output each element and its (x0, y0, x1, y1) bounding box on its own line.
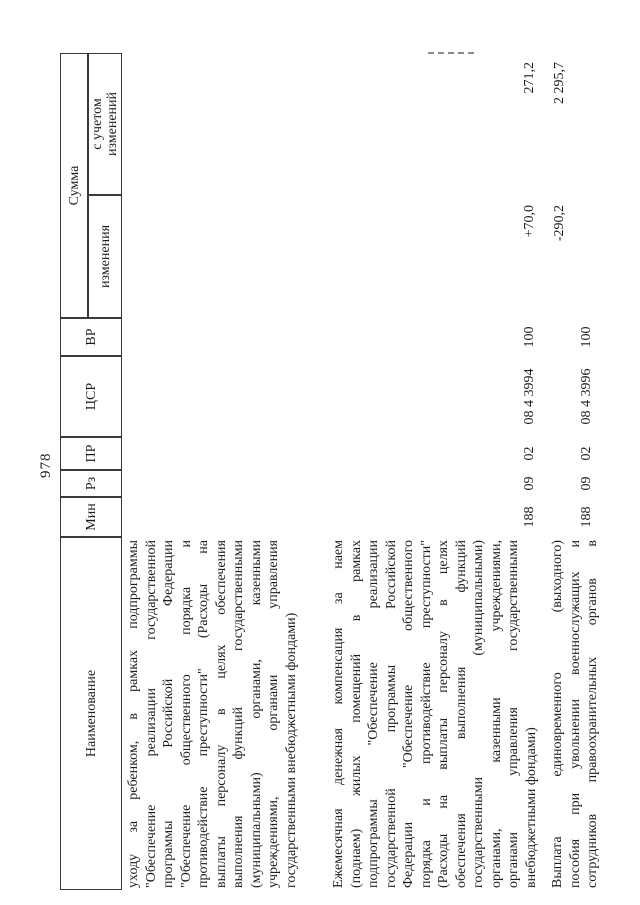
row-line: порядка и противодействие преступности" (418, 540, 434, 888)
row-line: уходу за ребенком, в рамках подпрограммы (126, 540, 141, 888)
row2-min-value: 188 (522, 506, 537, 528)
row-line: сотрудников правоохранительных органов в (585, 540, 600, 888)
header-cell-sum-total (88, 53, 122, 195)
header-label-sum-total: с учетом изменений (90, 91, 120, 157)
row-line: подпрограммы "Обеспечение реализации (366, 540, 381, 888)
row-line: Федерации "Обеспечение общественного (401, 540, 416, 888)
row3-rz-value: 09 (579, 476, 594, 491)
header-cell-rz (60, 470, 122, 497)
row-line: (поднаем) жилых помещений в рамках (348, 540, 364, 888)
header-label-min: Мин (83, 503, 99, 531)
header-cell-pr (60, 437, 122, 470)
header-label-vr: ВР (83, 328, 99, 346)
page-number: 978 (38, 452, 54, 478)
row-line: обеспечения выполнения функций (453, 540, 469, 888)
row2-change-value: +70,0 (522, 205, 537, 238)
row-line: выполнения функций государственными (231, 540, 246, 888)
row-line: (муниципальными) органами, казенными (248, 540, 264, 888)
header-label-csr: ЦСР (83, 382, 99, 411)
row-line: противодействие преступности" (Расходы на (196, 540, 211, 888)
table-outer-border-fragment (428, 52, 474, 54)
header-cell-name (60, 537, 122, 890)
row-line: органами, казенными учреждениями, (488, 540, 504, 888)
row-line: учреждениями, органами управления (266, 540, 281, 888)
header-label-sum-change: изменения (97, 224, 113, 289)
row-line: программы Российской Федерации (161, 540, 176, 888)
row-line: государственной программы Российской (383, 540, 399, 888)
header-cell-csr (60, 356, 122, 437)
row-line: государственными (муниципальными) (471, 540, 486, 888)
row-line: выплаты персоналу в целях обеспечения (213, 540, 229, 888)
header-label-pr: ПР (83, 444, 99, 463)
row-line: государственными внебюджетными фондами) (283, 612, 299, 888)
row2-total-value: 271,2 (522, 62, 537, 94)
row-line: (Расходы на выплаты персоналу в целях (436, 540, 451, 888)
row3-total-value: 2 295,7 (552, 62, 567, 104)
header-label-name: Наименование (83, 669, 99, 758)
header-label-sum-group: Сумма (66, 165, 82, 206)
row-line: "Обеспечение общественного порядка и (178, 540, 194, 888)
row2-rz-value: 09 (522, 476, 537, 491)
row2-vr-value: 100 (522, 326, 537, 348)
row3-change-value: -290,2 (552, 205, 567, 242)
header-cell-sum-group (60, 53, 88, 318)
row-line: Выплата единовременного (выходного) (550, 540, 565, 888)
header-cell-sum-change (88, 195, 122, 318)
row-line: "Обеспечение реализации государственной (143, 540, 159, 888)
row3-pr-value: 02 (579, 446, 594, 461)
header-cell-vr (60, 318, 122, 356)
row2-pr-value: 02 (522, 446, 537, 461)
row-line: пособия при увольнении военнослужащих и (567, 540, 583, 888)
header-label-rz: Рз (83, 476, 99, 491)
row-line: внебюджетными фондами) (523, 727, 539, 888)
row3-vr-value: 100 (579, 326, 594, 348)
row-line: Ежемесячная денежная компенсация за наем (331, 540, 346, 888)
row2-csr-value: 08 4 3994 (522, 368, 537, 425)
row3-csr-value: 08 4 3996 (579, 368, 594, 425)
header-cell-min (60, 497, 122, 537)
row-line: органами управления государственными (506, 540, 521, 888)
row3-min-value: 188 (579, 506, 594, 528)
